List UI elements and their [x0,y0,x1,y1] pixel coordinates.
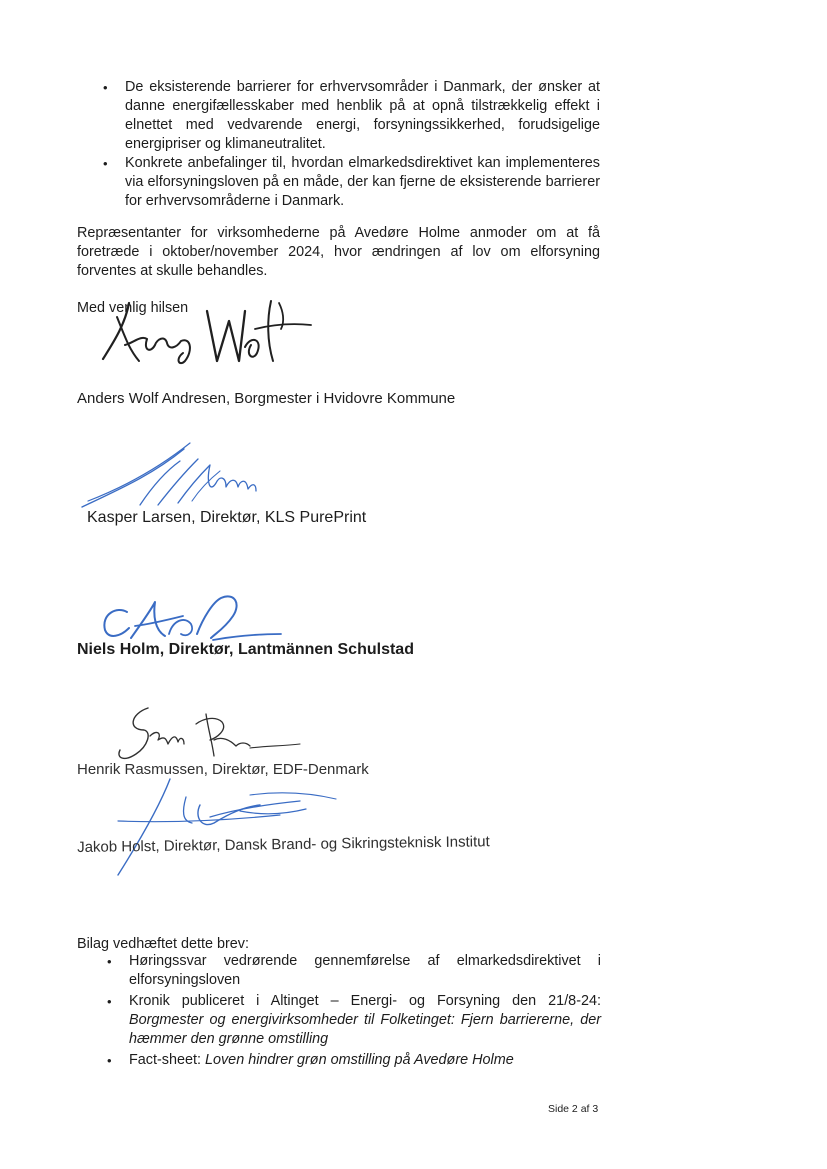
signatory-name-5: Jakob Holst, Direktør, Dansk Brand- og Sikringsteknisk Institut [77,833,490,856]
attachments-heading: Bilag vedhæftet dette brev: [77,936,249,952]
greeting: Med venlig hilsen [77,300,189,316]
attachment-text-1: Høringssvar vedrørende gennemførelse af elmarkedsdirektivet i elforsyningsloven [129,953,601,988]
page-number: Side 2 af 3 [548,1103,599,1115]
attachment-italic-3: Loven hindrer grøn omstilling på Avedøre Holme [204,1052,514,1068]
attachment-item-2 [129,992,601,1049]
attachments-list [129,952,601,1070]
signature-anders-wolf-andresen [95,295,335,385]
signatory-name-2: Kasper Larsen, Direktør, KLS PurePrint [87,509,367,526]
signature-kasper-larsen [80,437,270,517]
attachment-text-3: Fact-sheet: [129,1052,201,1068]
bullet-recommendations: • Konkrete anbefalinger til, hvordan elmarkedsdirektivet kan implementeres via elforsyningsloven på en måde, der kan fjerne de eksisterende barrierer for erhvervsområderne i Danmark. [125,154,600,211]
attachment-item-1 [129,952,601,990]
signatory-name-1: Anders Wolf Andresen, Borgmester i Hvidovre Kommune [77,390,456,407]
request-paragraph: Repræsentanter for virksomhederne på Avedøre Holme anmoder om at få foretræde i oktober/november 2024, hvor ændringen af lov om elforsyning forventes at skulle behandles. [77,225,600,279]
bullet-barriers: • De eksisterende barrierer for erhvervsområder i Danmark, der ønsker at danne energifællesskaber med henblik på at opnå tilstrækkelig effekt i elnettet med vedvarende energi, forsyningssikkerhed, forudsigelige energipriser og klimaneutralitet. [125,78,600,154]
signatory-name-4: Henrik Rasmussen, Direktør, EDF-Denmark [77,761,369,778]
signatory-name-3: Niels Holm, Direktør, Lantmännen Schulstad [77,641,414,658]
attachment-item-3 [129,1051,601,1070]
signature-jakob-holst [110,775,360,885]
attachment-text-2: Kronik publiceret i Altinget – Energi- og Forsyning den 21/8-24: [129,993,601,1009]
top-bullet-list [125,78,600,211]
attachment-italic-2: Borgmester og energivirksomheder til Folketinget: Fjern barriererne, der hæmmer den grønne omstilling [129,1012,601,1047]
